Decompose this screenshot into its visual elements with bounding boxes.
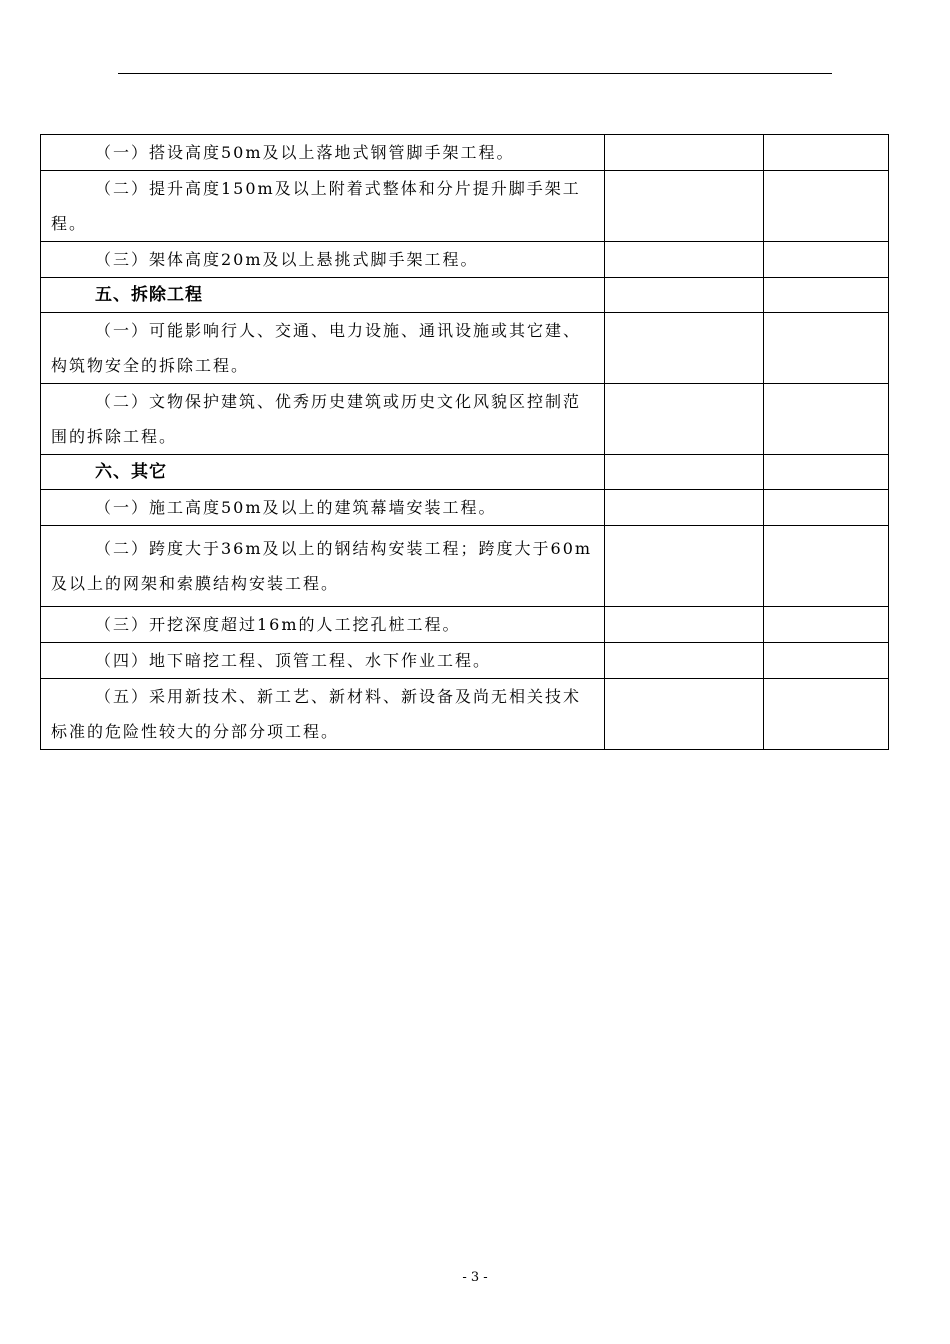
blank-cell xyxy=(764,455,889,490)
section-row xyxy=(41,455,889,490)
blank-cell xyxy=(764,135,889,171)
table-row xyxy=(41,679,889,750)
page-number: - 3 - xyxy=(462,1270,488,1285)
blank-cell xyxy=(605,490,764,526)
item-cell xyxy=(41,242,605,278)
blank-cell xyxy=(605,679,764,750)
table-row xyxy=(41,607,889,643)
hazard-project-table xyxy=(40,134,889,750)
blank-cell xyxy=(764,490,889,526)
table-row xyxy=(41,526,889,607)
blank-cell xyxy=(605,278,764,313)
item-text: （二）跨度大于36m及以上的钢结构安装工程；跨度大于60m及以上的网架和索膜结构安装工程。 xyxy=(51,539,593,593)
table-row xyxy=(41,643,889,679)
blank-cell xyxy=(605,384,764,455)
table-row xyxy=(41,171,889,242)
section-heading: 五、拆除工程 xyxy=(95,285,203,305)
section-heading: 六、其它 xyxy=(95,462,167,482)
item-text: （四）地下暗挖工程、顶管工程、水下作业工程。 xyxy=(95,651,492,670)
item-text: （三）架体高度20m及以上悬挑式脚手架工程。 xyxy=(95,250,479,269)
blank-cell xyxy=(764,313,889,384)
item-cell xyxy=(41,313,605,384)
blank-cell xyxy=(605,171,764,242)
item-cell xyxy=(41,135,605,171)
blank-cell xyxy=(764,526,889,607)
item-text: （一）搭设高度50m及以上落地式钢管脚手架工程。 xyxy=(95,143,515,162)
blank-cell xyxy=(605,607,764,643)
section-row xyxy=(41,278,889,313)
table-row xyxy=(41,490,889,526)
item-cell xyxy=(41,643,605,679)
blank-cell xyxy=(605,242,764,278)
item-text: （三）开挖深度超过16m的人工挖孔桩工程。 xyxy=(95,615,461,634)
blank-cell xyxy=(764,679,889,750)
section-cell xyxy=(41,278,605,313)
item-text: （一）施工高度50m及以上的建筑幕墙安装工程。 xyxy=(95,498,497,517)
blank-cell xyxy=(764,278,889,313)
blank-cell xyxy=(605,643,764,679)
item-text: （二）文物保护建筑、优秀历史建筑或历史文化风貌区控制范围的拆除工程。 xyxy=(51,392,582,446)
item-cell xyxy=(41,679,605,750)
blank-cell xyxy=(764,171,889,242)
blank-cell xyxy=(764,242,889,278)
blank-cell xyxy=(764,384,889,455)
item-cell xyxy=(41,384,605,455)
item-cell xyxy=(41,490,605,526)
item-cell xyxy=(41,526,605,607)
item-text: （一）可能影响行人、交通、电力设施、通讯设施或其它建、构筑物安全的拆除工程。 xyxy=(51,321,582,375)
blank-cell xyxy=(605,135,764,171)
table-row xyxy=(41,384,889,455)
blank-cell xyxy=(764,643,889,679)
table-row xyxy=(41,242,889,278)
item-cell xyxy=(41,171,605,242)
blank-cell xyxy=(605,313,764,384)
blank-cell xyxy=(605,455,764,490)
item-text: （二）提升高度150m及以上附着式整体和分片提升脚手架工程。 xyxy=(51,179,581,233)
table-row xyxy=(41,135,889,171)
blank-cell xyxy=(605,526,764,607)
item-text: （五）采用新技术、新工艺、新材料、新设备及尚无相关技术标准的危险性较大的分部分项工程。 xyxy=(51,687,582,741)
header-rule xyxy=(118,73,832,74)
section-cell xyxy=(41,455,605,490)
table-row xyxy=(41,313,889,384)
item-cell xyxy=(41,607,605,643)
blank-cell xyxy=(764,607,889,643)
